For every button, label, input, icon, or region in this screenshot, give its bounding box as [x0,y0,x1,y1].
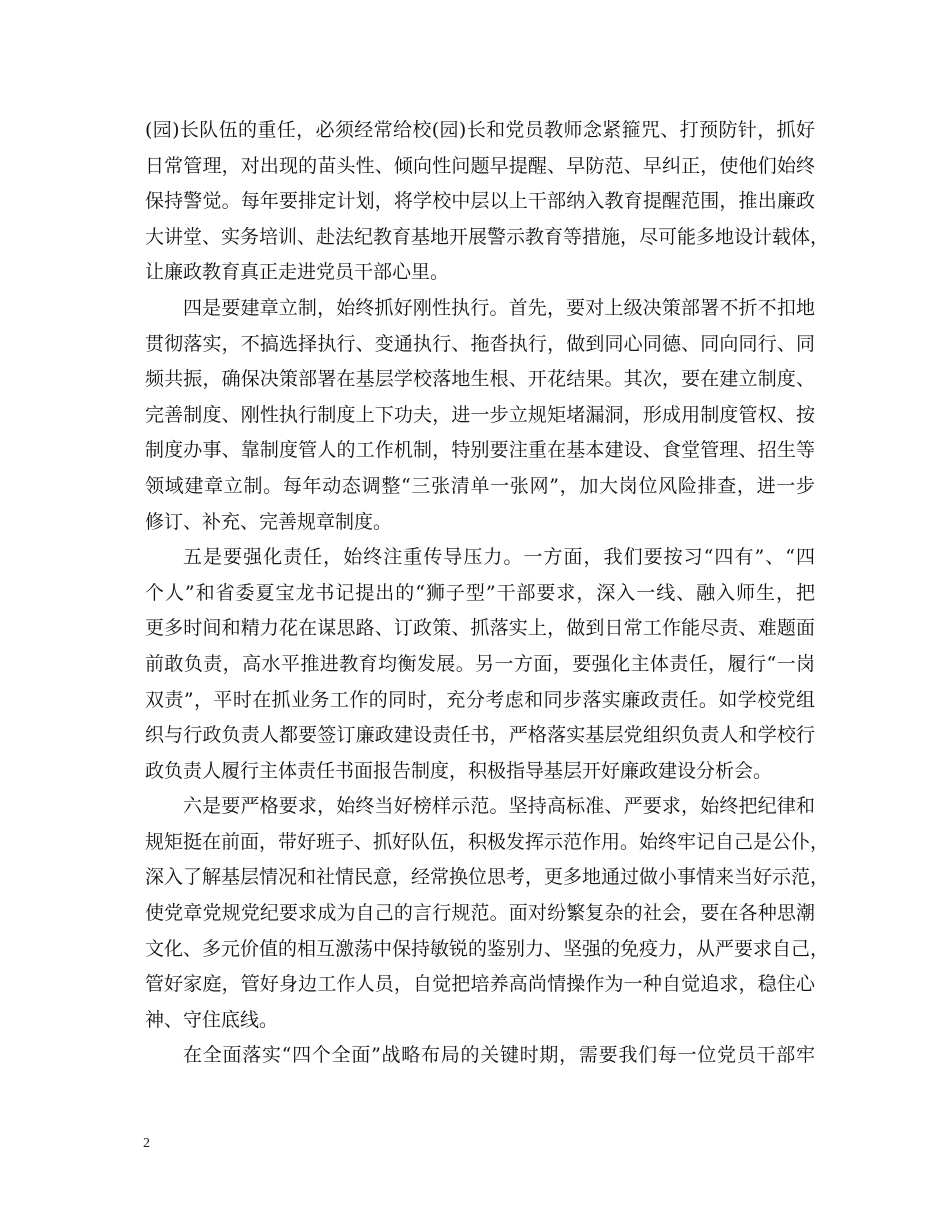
text-line: 四是要建章立制，始终抓好刚性执行。首先，要对上级决策部署不折不扣地 [183,296,815,319]
text-line: 频共振，确保决策部署在基层学校落地生根、开花结果。其次，要在建立制度、 [145,368,815,391]
text-line: 文化、多元价值的相互激荡中保持敏锐的鉴别力、坚强的免疫力，从严要求自己， [145,937,830,960]
text-line: 六是要严格要求，始终当好榜样示范。坚持高标准、严要求，始终把纪律和 [183,795,815,818]
text-line: 使党章党规党纪要求成为自己的言行规范。面对纷繁复杂的社会，要在各种思潮 [145,902,815,925]
text-line: 在全面落实“四个全面”战略布局的关键时期，需要我们每一位党员干部牢 [183,1044,815,1067]
text-line: 管好家庭，管好身边工作人员，自觉把培养高尚情操作为一种自觉追求，稳住心 [145,973,815,996]
text-line: 大讲堂、实务培训、赴法纪教育基地开展警示教育等措施，尽可能多地设计载体， [145,225,830,248]
text-line: 神、守住底线。 [145,1008,279,1031]
text-line: 更多时间和精力花在谋思路、订政策、抓落实上，做到日常工作能尽责、难题面 [145,617,815,640]
text-line: 让廉政教育真正走进党员干部心里。 [145,261,450,284]
text-line: 个人”和省委夏宝龙书记提出的“狮子型”干部要求，深入一线、融入师生，把 [145,581,815,604]
text-line: 规矩挺在前面，带好班子、抓好队伍，积极发挥示范作用。始终牢记自己是公仆， [145,830,830,853]
text-line: 保持警觉。每年要排定计划，将学校中层以上干部纳入教育提醒范围，推出廉政 [145,190,815,213]
text-line: 前敢负责，高水平推进教育均衡发展。另一方面，要强化主体责任，履行“一岗 [145,652,815,675]
text-line: 五是要强化责任，始终注重传导压力。一方面，我们要按习“四有”、“四 [183,546,815,569]
text-line: 制度办事、靠制度管人的工作机制，特别要注重在基本建设、食堂管理、招生等 [145,439,815,462]
text-line: 贯彻落实，不搞选择执行、变通执行、拖沓执行，做到同心同德、同向同行、同 [145,332,815,355]
text-line: (园)长队伍的重任，必须经常给校(园)长和党员教师念紧箍咒、打预防针，抓好 [145,119,815,141]
text-line: 领域建章立制。每年动态调整“三张清单一张网”，加大岗位风险排查，进一步 [145,474,815,497]
text-line: 完善制度、刚性执行制度上下功夫，进一步立规矩堵漏洞，形成用制度管权、按 [145,403,815,426]
page-number: 2 [143,1136,150,1151]
text-line: 深入了解基层情况和社情民意，经常换位思考，更多地通过做小事情来当好示范， [145,866,830,889]
text-line: 修订、补充、完善规章制度。 [145,510,393,533]
text-line: 双责”，平时在抓业务工作的同时，充分考虑和同步落实廉政责任。如学校党组 [145,688,815,711]
body-text [145,113,830,1074]
text-line: 日常管理，对出现的苗头性、倾向性问题早提醒、早防范、早纠正，使他们始终 [145,154,815,177]
text-line: 织与行政负责人都要签订廉政建设责任书，严格落实基层党组织负责人和学校行 [145,724,815,747]
text-line: 政负责人履行主体责任书面报告制度，积极指导基层开好廉政建设分析会。 [145,759,773,782]
